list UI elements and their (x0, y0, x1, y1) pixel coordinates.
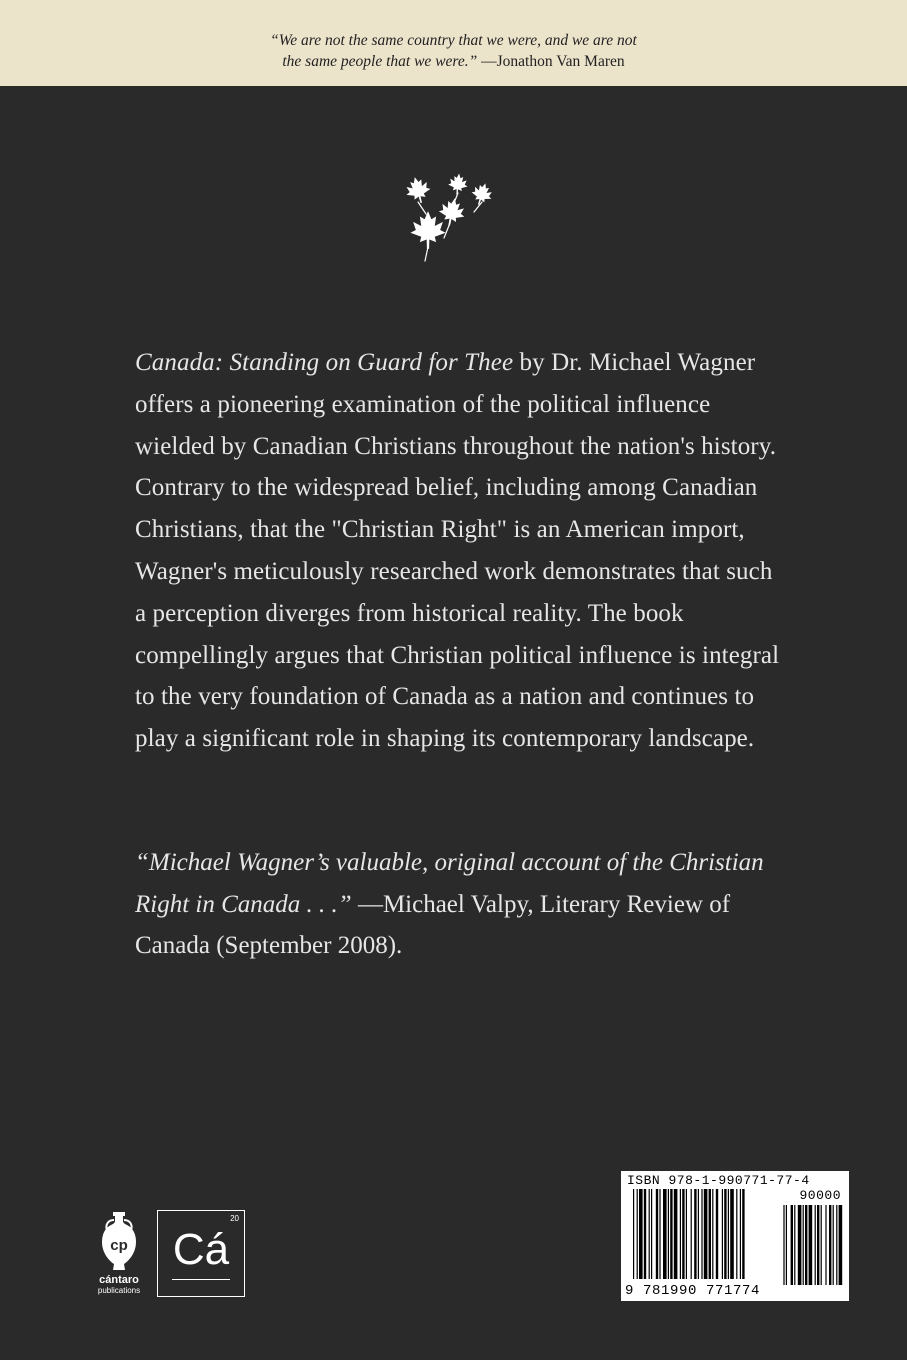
element-underline (172, 1279, 230, 1281)
element-symbol: Cá (172, 1225, 230, 1274)
isbn-text: ISBN 978-1-990771-77-4 (627, 1173, 810, 1188)
description-text: by Dr. Michael Wagner offers a pioneering examination of the political influence wielded by Canadian Christians throughout the nation's history. Contrary to the widespread belief, including among Canadian Christians, that the "Christian Right" is an American import, Wagner's meticulously researched work demonstrates that such a perception diverges from historical reality. The book compellingly argues that Christian political influence is integral to the very foundation of Canada as a nation and continues to play a significant role in shaping its contemporary landscape. (135, 349, 780, 753)
top-quote-line2-text: the same people that we were.” (282, 53, 478, 70)
review-attribution: —Michael Valpy, Literary Review of Canada (September 2008). (135, 890, 731, 959)
top-quote-attribution: —Jonathon Van Maren (477, 53, 625, 70)
book-title: Canada: Standing on Guard for Thee (135, 349, 514, 376)
top-quote-line1: “We are not the same country that we were, and we are not (270, 32, 637, 49)
review-quote (135, 842, 785, 967)
top-quote-band (0, 0, 907, 86)
publisher-monogram: cp (110, 1237, 128, 1254)
barcode-digits: 9 781990 771774 (625, 1283, 761, 1299)
publisher-logo (88, 1210, 150, 1302)
publisher-sub: publications (97, 1286, 141, 1295)
review-quote-text: “Michael Wagner’s valuable, original account of the Christian Right in Canada . . .” (135, 849, 764, 918)
top-quote-line2 (0, 51, 907, 72)
isbn-barcode (621, 1171, 849, 1301)
maple-leaves-icon (400, 168, 500, 264)
barcode-bars (621, 1171, 849, 1301)
book-description (135, 342, 785, 760)
barcode-addon-text: 90000 (799, 1188, 841, 1203)
element-number: 20 (230, 1214, 239, 1223)
amphora-icon (99, 1210, 139, 1272)
publisher-name: cántaro (99, 1274, 139, 1286)
element-logo (157, 1210, 245, 1297)
